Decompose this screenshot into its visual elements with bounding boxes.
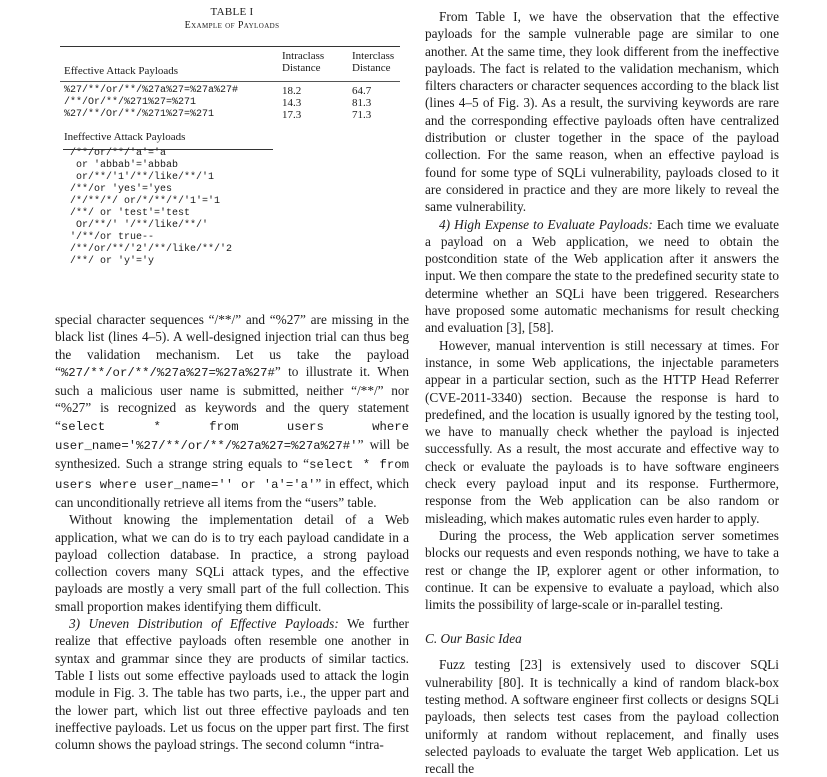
interclass-cell: 71.3 <box>352 109 372 121</box>
ineffective-payload-cell: Or/**/' '/**/like/**/' <box>70 220 209 231</box>
ineffective-payload-cell: or/**/'1'/**/like/**/'1 <box>70 172 215 183</box>
right-p2-body: Each time we evaluate a payload on a Web application, we need to obtain the postcondition state of the Web application after it answers the input. We then compare the state to the predefined security state to determine whether an SQLi have been triggered. Researchers have proposed some automatic mechanisms for result checking and evaluation [3], [58]. <box>425 216 779 336</box>
left-p1-b: ” to illustrate it. When such a malicious user name is submitted, neither “/**/” nor “%27” is recognized as keywords and the query statement “ <box>55 363 409 433</box>
intraclass-cell: 18.2 <box>282 85 302 97</box>
ineffective-payload-cell: /**/or/**/'a'='a <box>70 148 167 159</box>
interclass-cell: 81.3 <box>352 97 372 109</box>
intraclass-cell: 17.3 <box>282 109 302 121</box>
ineffective-payload-cell: or 'abbab'='abbab <box>70 160 179 171</box>
subsection-4-heading: 4) High Expense to Evaluate Payloads: <box>439 216 653 232</box>
subsection-3-heading: 3) Uneven Distribution of Effective Payloads: <box>69 616 339 632</box>
effective-row <box>60 97 400 109</box>
table-title: Example of Payloads <box>184 20 280 31</box>
left-p1-a: special character sequences “/**/” and “%27” are missing in the black list (lines 4–5). A well-designed injection trial can thus beg the validation mechanism. Let us take the payload “ <box>55 312 409 379</box>
intraclass-cell: 14.3 <box>282 97 302 109</box>
interclass-cell: 64.7 <box>352 85 372 97</box>
right-column <box>425 8 779 777</box>
left-paragraph-1 <box>55 311 409 511</box>
ineffective-rule <box>63 149 273 150</box>
right-paragraph-2 <box>425 216 779 337</box>
ineffective-row <box>60 172 400 184</box>
ineffective-row <box>60 244 400 256</box>
interclass-header: Interclass Distance <box>352 50 395 74</box>
left-p3-body: We further realize that effective payloads often resemble one another in syntax and grammar since they are products of similar tactics. Table I lists out some effective payloads used to attack the login module in Fig. 3. The table has two parts, i.e., the upper part and the lower part, which list out three effective payloads and ten ineffective payloads. Let us focus on the upper part first. The first column shows the payload strings. The second column “intra- <box>55 616 409 753</box>
left-p1-d: ” in effect, which can unconditionally retrieve all items from the “users” table. <box>55 475 409 510</box>
right-paragraph-3: However, manual intervention is still necessary at times. For instance, in some Web applications, the injectable parameters appear in a particular section, such as the HTTP Head Referrer (CVE-2011-3340) section. Because the response is hard to predefined, and the location is usually ignored by the testing tool, we have to manually check whether the payload is injected successfully. As a result, the most accurate and effective way to check or evaluate the payloads is to have software engineers check every payload input and its response. Furthermore, response from the Web application can be also random or misleading, which makes automatic rules even harder to apply. <box>425 337 779 526</box>
payload-table <box>60 46 400 268</box>
ineffective-row <box>60 160 400 172</box>
ineffective-payload-cell: /*/**/*/ or/*/**/*/'1'='1 <box>70 196 221 207</box>
ineffective-row <box>60 208 400 220</box>
effective-row <box>60 109 400 121</box>
left-paragraph-2: Without knowing the implementation detail of a Web application, what we can do is to try each payload candidate in a payload collection database. In practice, a strong payload collection covers many SQLi attack types, and the effective payloads are mostly a very small part of the full collection. This small proportion makes identifying them difficult. <box>55 512 409 614</box>
table-label: TABLE I <box>210 6 254 18</box>
ineffective-row <box>60 256 400 268</box>
payload-cell: %27/**/or/**/%27a%27=%27a%27# <box>64 85 239 96</box>
right-paragraph-1: From Table I, we have the observation that the effective payloads for the sample vulnerable page are similar to one another. At the same time, they look different from the ineffective payloads. The fact is related to the validation mechanism, which filters characters or character sequences according to the black list (lines 4–5 of Fig. 3). As a result, the surviving keywords are rare and the corresponding effective payloads often have centralized distribution or cluster together in the space of the payload collection. For the same reason, when an effective payload is found for some type of SQLi vulnerability, payloads closed to it are considered in practice and they are more likely to reveal the same vulnerability. <box>425 9 779 215</box>
ineffective-rows <box>60 148 400 268</box>
intraclass-header: Intraclass Distance <box>282 50 325 74</box>
ineffective-payload-cell: /**/or 'yes'='yes <box>70 184 173 195</box>
code-equivalent: select * from users where user_name='' or 'a'='a' <box>55 458 410 492</box>
payload-cell: /**/Or/**/%271%27=%271 <box>64 97 197 108</box>
section-heading: C. Our Basic Idea <box>425 631 522 647</box>
ineffective-header: Ineffective Attack Payloads <box>64 131 186 143</box>
effective-rows <box>60 82 400 122</box>
left-text <box>55 311 409 753</box>
code-payload: %27/**/or/**/%27a%27=%27a%27# <box>60 365 275 380</box>
left-paragraph-3 <box>55 615 409 753</box>
ineffective-row <box>60 184 400 196</box>
payload-cell: %27/**/Or/**/%271%27=%271 <box>64 109 215 120</box>
right-paragraph-5: Fuzz testing [23] is extensively used to discover SQLi vulnerability [80]. It is technically a kind of random black-box testing method. A software engineer first collects or designs SQLi payloads, then selects test cases from the payload collection uniformly at random without replacement, and finally uses selected payloads to evaluate the target Web application. Let us recall the <box>425 657 779 777</box>
ineffective-row <box>60 220 400 232</box>
right-paragraph-4: During the process, the Web application server sometimes blocks our requests and even responds nothing, we have to take a rest or change the IP, explorer agent or other information, to continue. It can be expensive to evaluate a payload, which also limits the possibility of large-scale or in-parallel testing. <box>425 527 779 613</box>
ineffective-payload-cell: /**/ or 'y'='y <box>70 256 155 267</box>
ineffective-row <box>60 196 400 208</box>
effective-header-cell <box>60 47 278 82</box>
ineffective-payload-cell: '/**/or true-- <box>70 232 155 243</box>
effective-header: Effective Attack Payloads <box>64 65 179 77</box>
effective-row <box>60 82 400 98</box>
ineffective-payload-cell: /**/ or 'test'='test <box>70 208 191 219</box>
ineffective-payload-cell: /**/or/**/'2'/**/like/**/'2 <box>70 244 233 255</box>
ineffective-row <box>60 232 400 244</box>
left-p1-c: ” will be synthesized. Such a strange string equals to “ <box>55 437 409 472</box>
table-caption <box>55 0 409 32</box>
code-query: select * from users where user_name='%27/**/or/**/%27a%27=%27a%27#' <box>55 419 409 454</box>
